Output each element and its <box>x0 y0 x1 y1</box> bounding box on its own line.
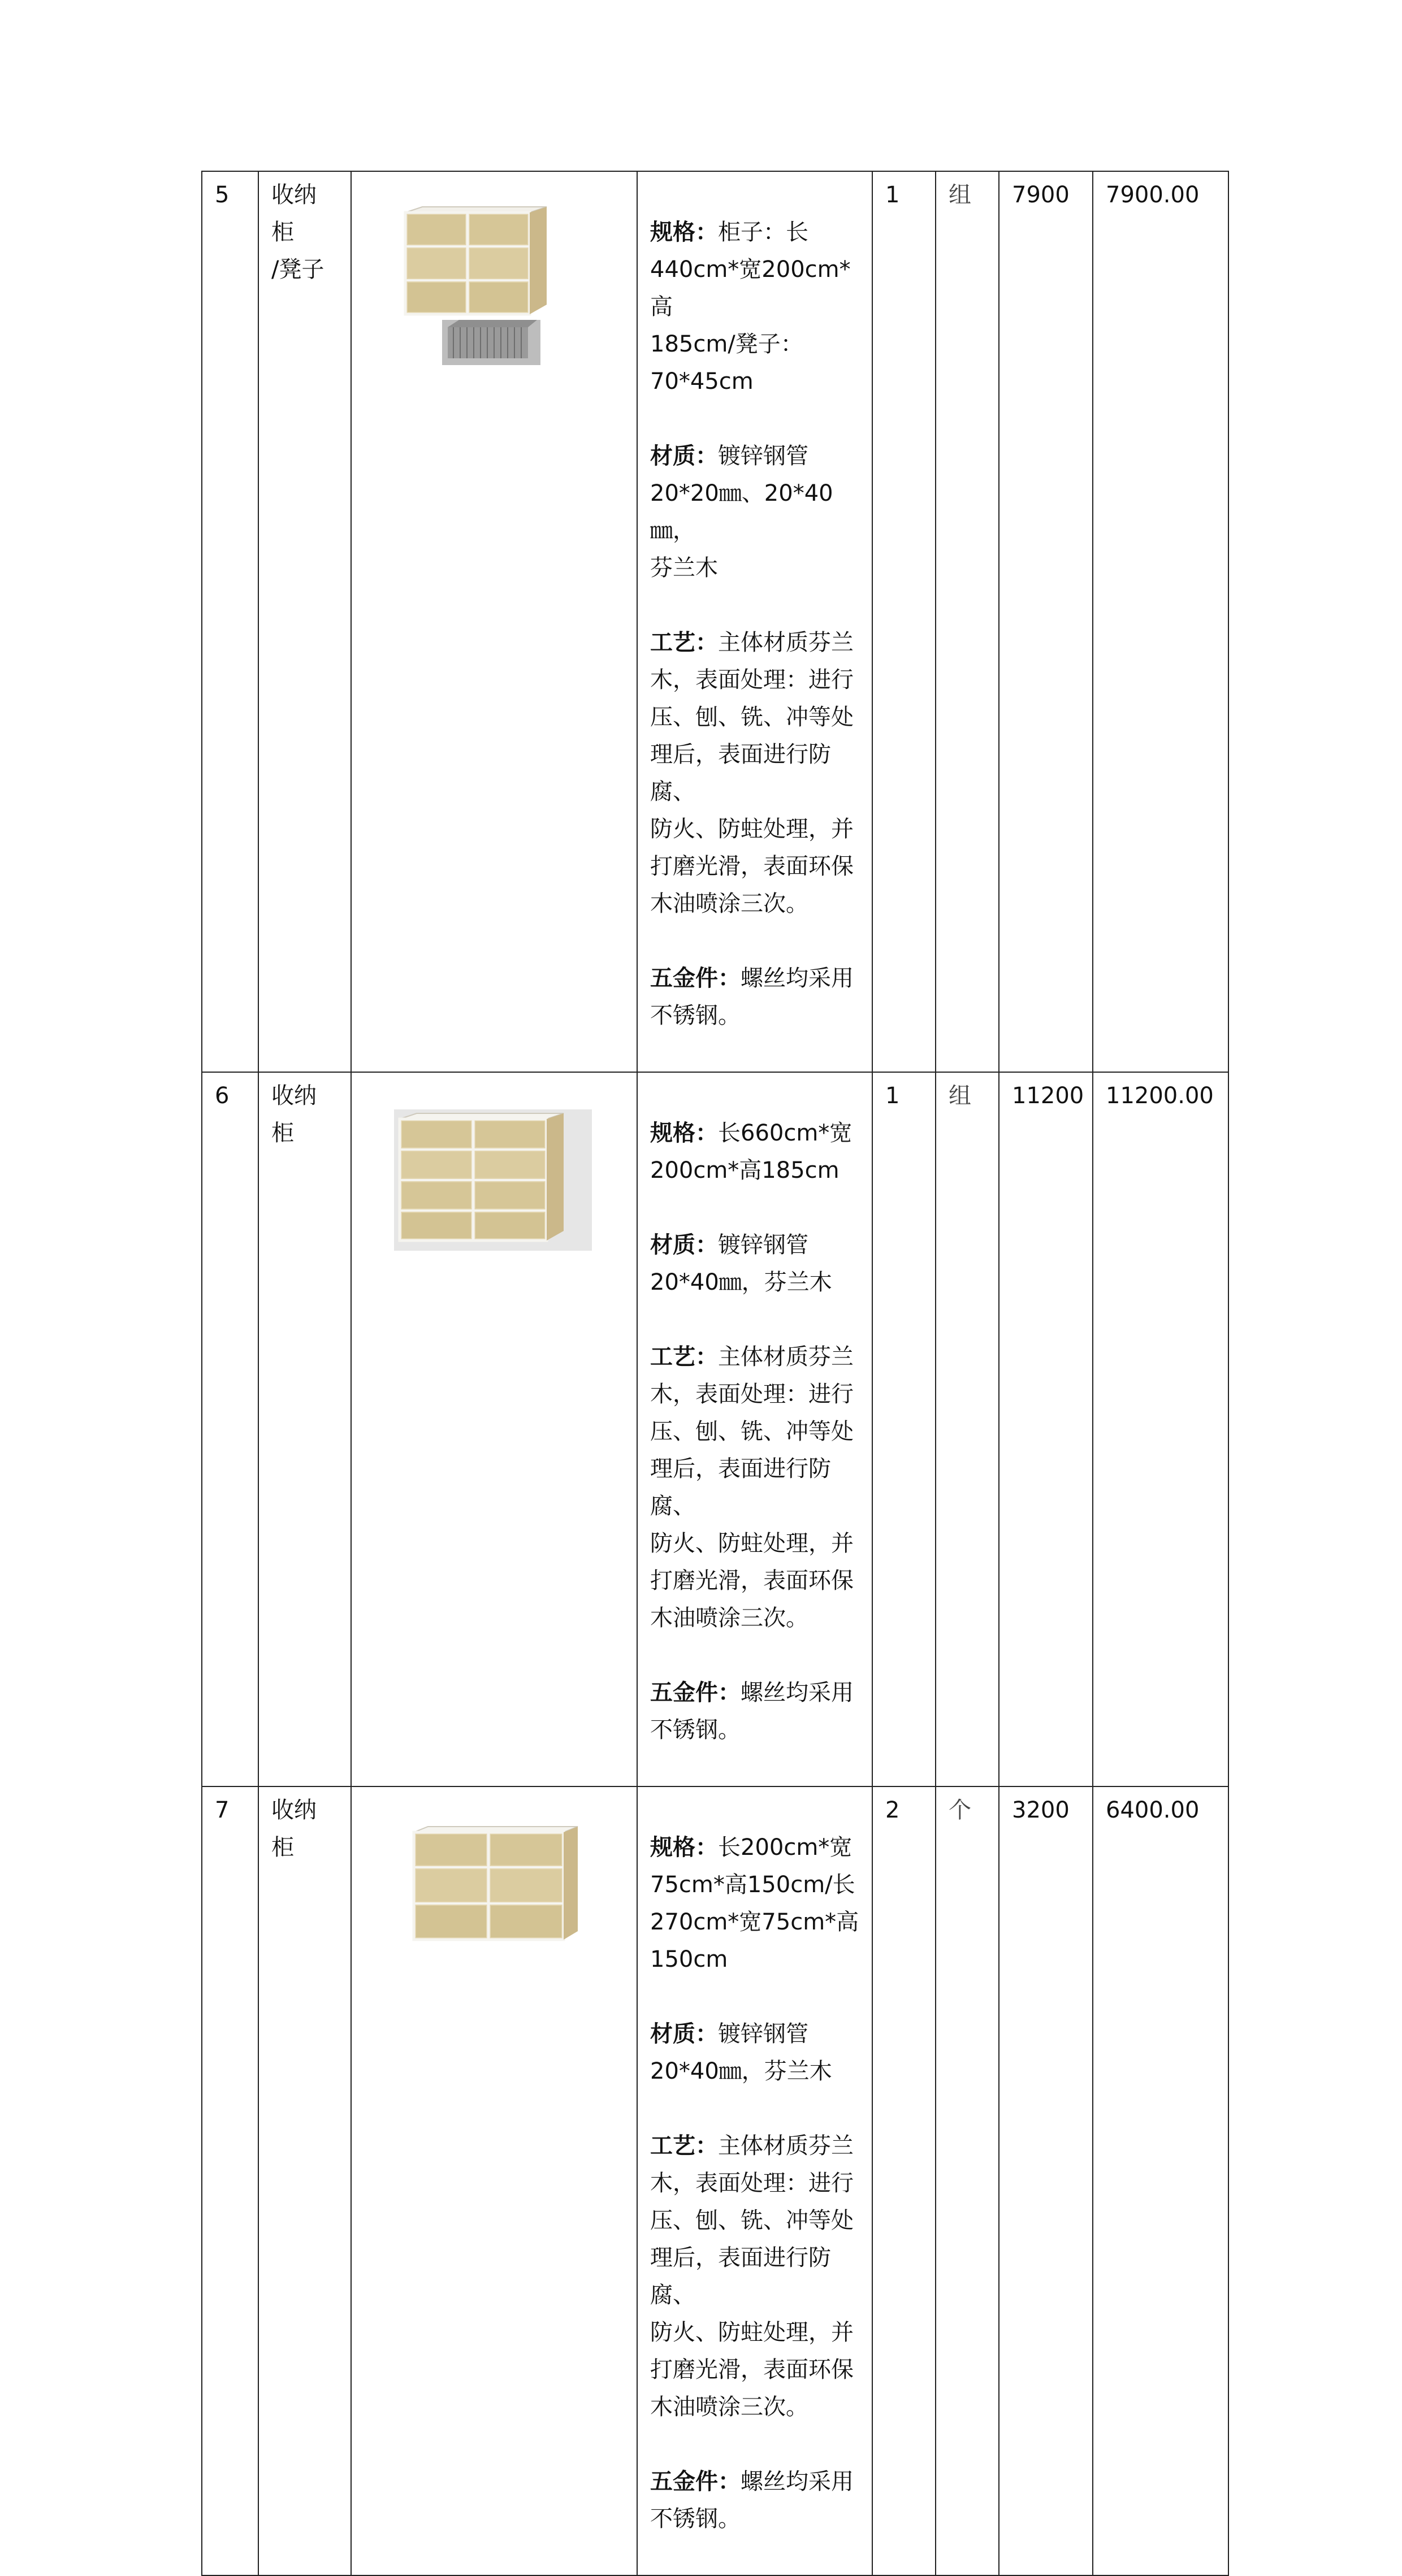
cabinet-image <box>352 1787 637 1962</box>
spec-material: 材质：镀锌钢管 20*20㎜、20*40㎜， 芬兰木 <box>650 443 833 581</box>
spec-size: 规格：长200cm*宽 75cm*高150cm/长 270cm*宽75cm*高 150cm <box>650 1835 859 1972</box>
table-row <box>202 1072 1228 1786</box>
spec-hardware: 五金件：螺丝均采用 不锈钢。 <box>650 1680 854 1743</box>
table-row <box>202 171 1228 1072</box>
spec-craft: 工艺：主体材质芬兰 木，表面处理：进行 压、刨、铣、冲等处 理后，表面进行防腐、 防火、防蛀处理，并 打磨光滑，表面环保 木油喷涂三次。 <box>650 1344 854 1631</box>
spec-craft: 工艺：主体材质芬兰 木，表面处理：进行 压、刨、铣、冲等处 理后，表面进行防腐、 防火、防蛀处理，并 打磨光滑，表面环保 木油喷涂三次。 <box>650 2133 854 2420</box>
cabinet-image <box>352 1073 637 1265</box>
spec-size: 规格：柜子：长 440cm*宽200cm*高 185cm/凳子： 70*45cm <box>650 219 851 394</box>
item-name: 收纳 柜 <box>271 1083 317 1146</box>
product-spec-table <box>201 171 1229 2576</box>
spec-size: 规格：长660cm*宽 200cm*高185cm <box>650 1120 853 1183</box>
item-total-price: 11200.00 <box>1106 1083 1214 1109</box>
item-spec <box>638 1787 872 2575</box>
item-spec <box>638 1073 872 1786</box>
item-unit-price: 11200 <box>1012 1083 1084 1109</box>
item-unit: 个 <box>949 1797 971 1823</box>
table-row <box>202 1786 1228 2575</box>
item-unit-price: 7900 <box>1012 182 1070 208</box>
item-number: 7 <box>215 1797 230 1823</box>
item-quantity: 1 <box>885 182 900 208</box>
cabinet-illustration <box>352 172 634 370</box>
cabinet-and-bench-image <box>352 172 637 381</box>
item-number: 5 <box>215 182 230 208</box>
item-quantity: 1 <box>885 1083 900 1109</box>
item-spec <box>638 172 872 1072</box>
spec-craft: 工艺：主体材质芬兰 木，表面处理：进行 压、刨、铣、冲等处 理后，表面进行防腐、 防火、防蛀处理，并 打磨光滑，表面环保 木油喷涂三次。 <box>650 630 854 917</box>
cabinet-illustration <box>352 1073 634 1254</box>
cabinet-illustration <box>352 1787 634 1951</box>
spec-material: 材质：镀锌钢管 20*40㎜，芬兰木 <box>650 2021 832 2084</box>
spec-material: 材质：镀锌钢管 20*40㎜，芬兰木 <box>650 1232 832 1295</box>
item-name: 收纳 柜 /凳子 <box>271 182 324 283</box>
item-total-price: 6400.00 <box>1106 1797 1200 1823</box>
item-quantity: 2 <box>885 1797 900 1823</box>
item-unit: 组 <box>949 182 971 208</box>
spec-hardware: 五金件：螺丝均采用 不锈钢。 <box>650 2469 854 2532</box>
item-number: 6 <box>215 1083 230 1109</box>
item-unit-price: 3200 <box>1012 1797 1070 1823</box>
item-name: 收纳 柜 <box>271 1797 317 1861</box>
item-unit: 组 <box>949 1083 971 1109</box>
spec-hardware: 五金件：螺丝均采用 不锈钢。 <box>650 965 854 1029</box>
item-total-price: 7900.00 <box>1106 182 1200 208</box>
